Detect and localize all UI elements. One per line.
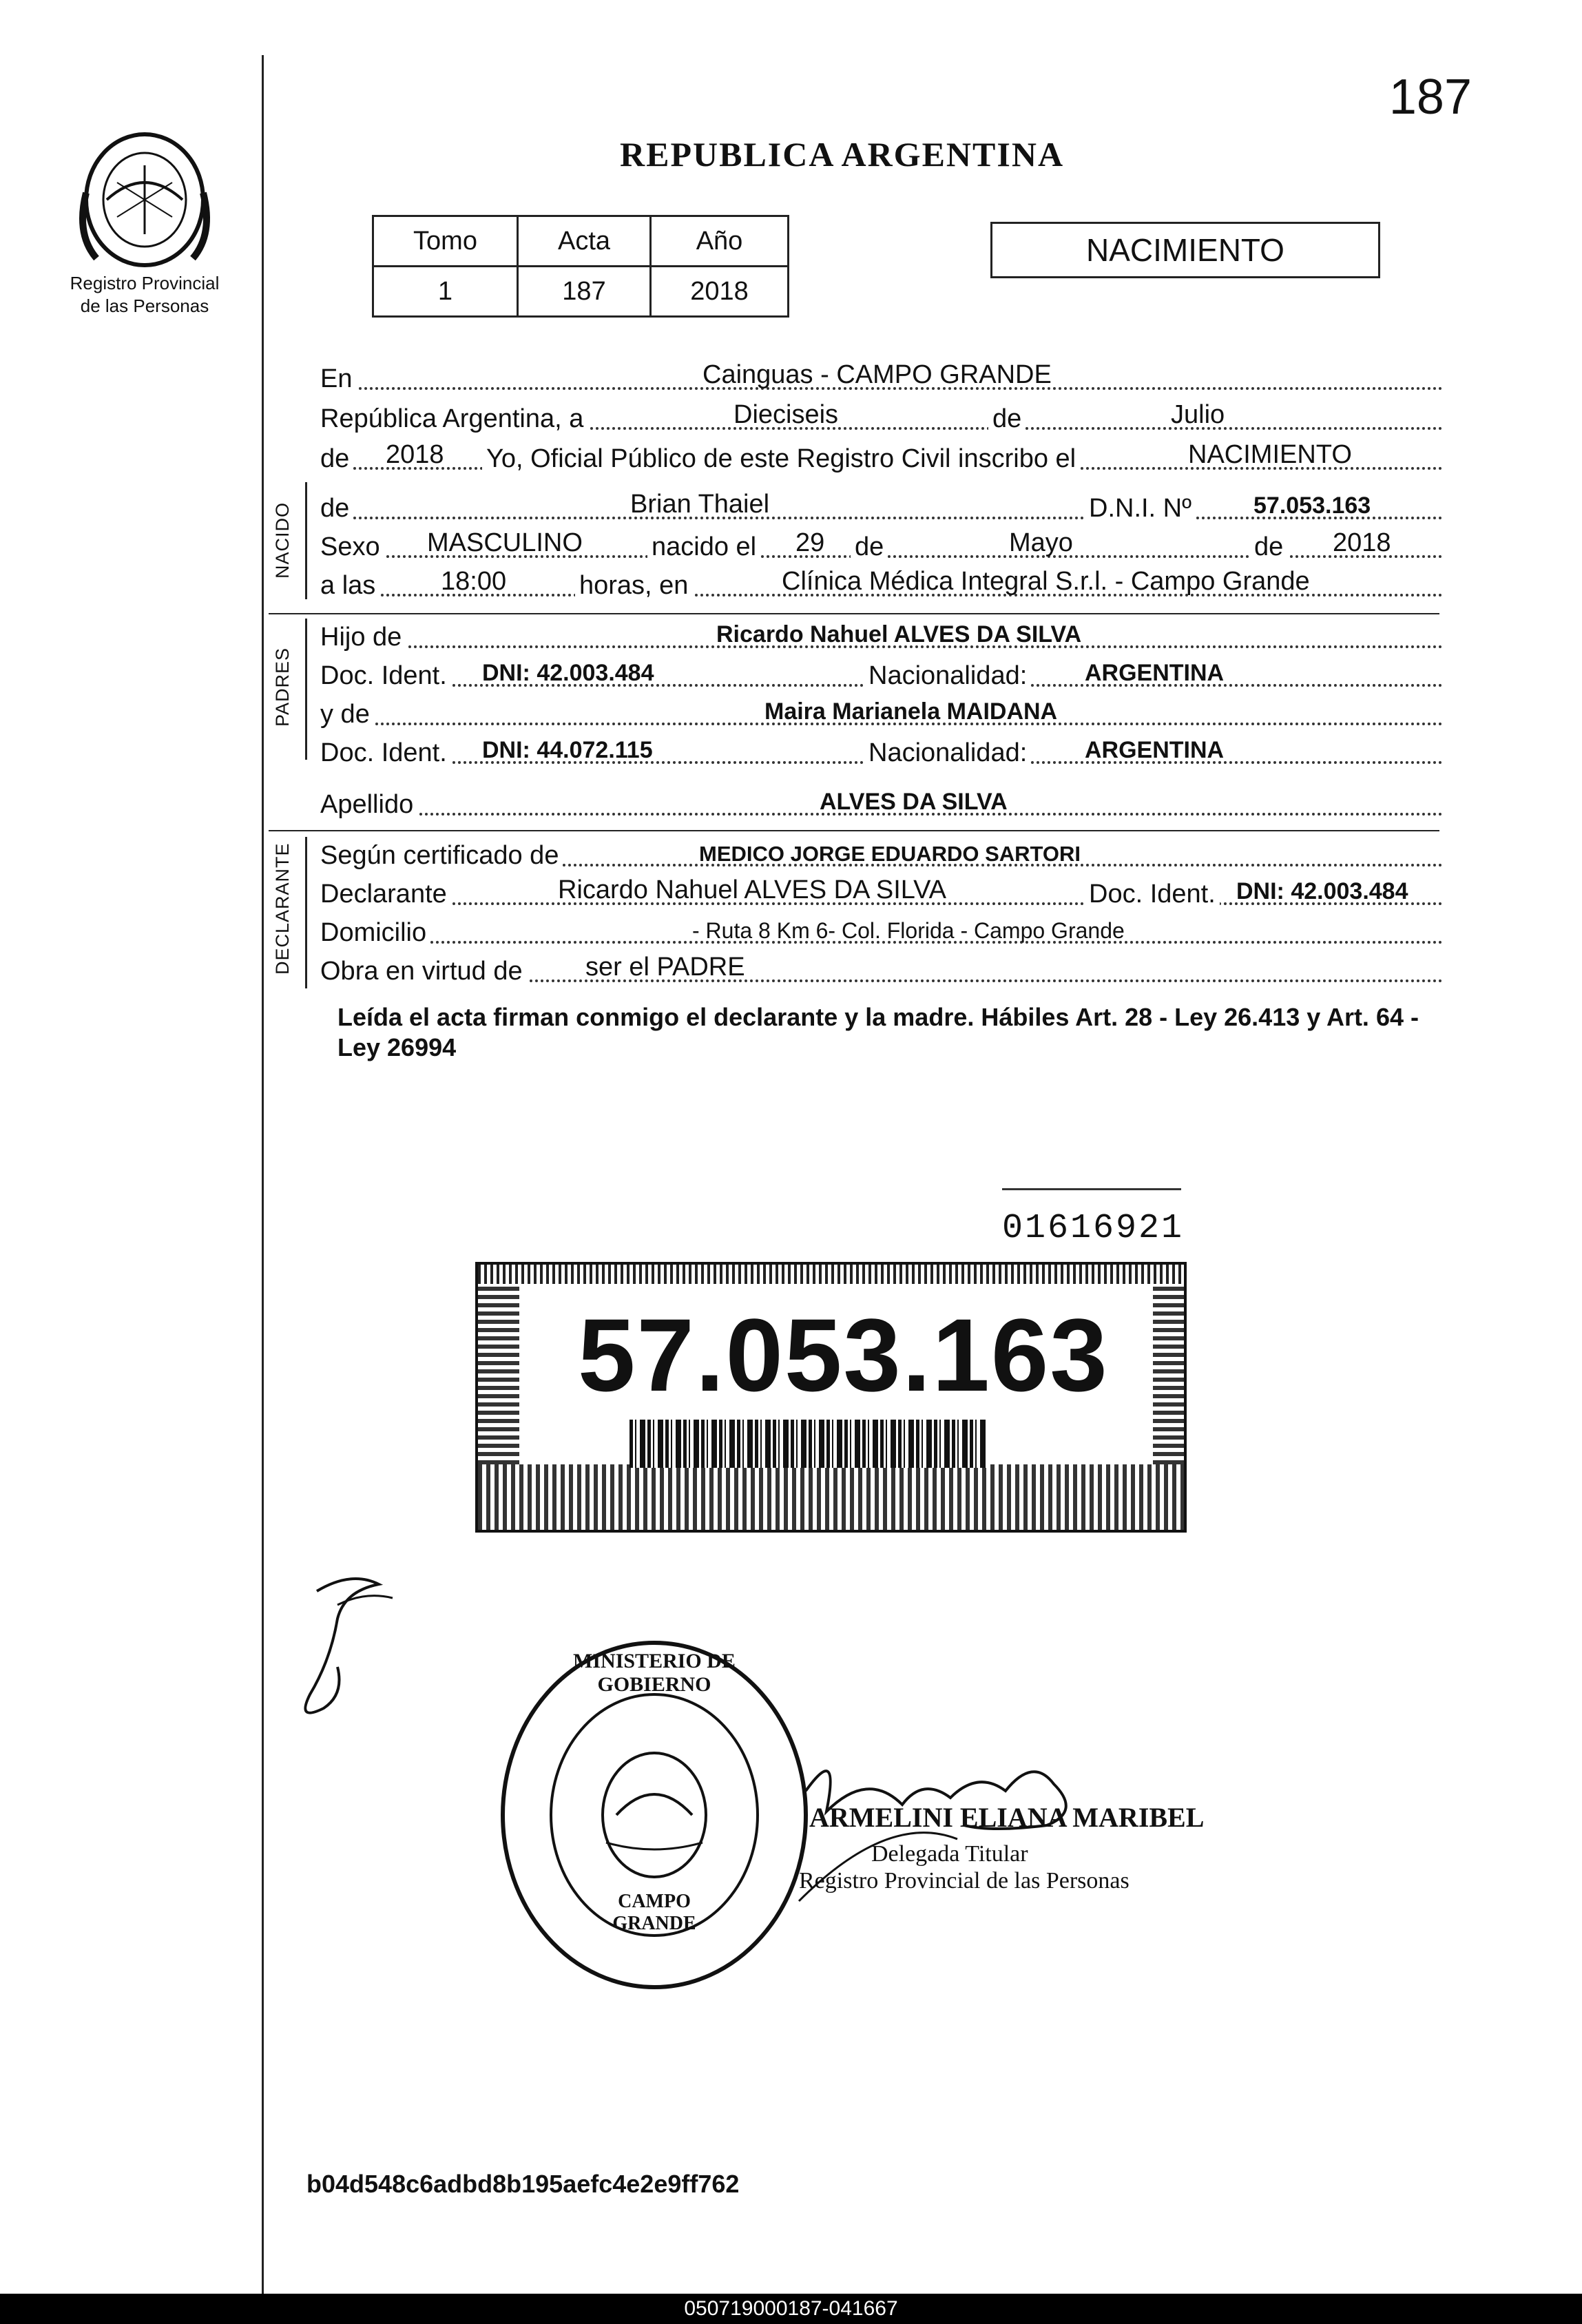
- en-value: Cainguas - CAMPO GRANDE: [702, 360, 1052, 389]
- obra-label: Obra en virtud de: [320, 957, 527, 986]
- row-en: [320, 358, 1443, 397]
- domicilio-label: Domicilio: [320, 918, 430, 948]
- padres-bracket: [305, 619, 307, 760]
- signatory-role: Delegada Titular: [871, 1841, 1028, 1867]
- apellido-value: ALVES DA SILVA: [820, 789, 1008, 815]
- sticker-inner: [530, 1292, 1143, 1454]
- record-table: [372, 215, 789, 318]
- legal-text: Leída el acta firman conmigo el declarante y la madre. Hábiles Art. 28 - Ley 26.413 y Art. 64 - Ley 26994: [337, 1003, 1419, 1061]
- a-las-label: a las: [320, 571, 379, 601]
- separator-nacido: [269, 613, 1439, 614]
- row-certificado: [320, 835, 1443, 873]
- header-tomo: Tomo: [373, 216, 518, 267]
- margin-rule: [262, 55, 264, 2294]
- row-name: [320, 488, 1443, 526]
- en-label: En: [320, 364, 356, 394]
- provincial-seal: [65, 117, 224, 276]
- initials-signature: [289, 1564, 413, 1729]
- sexo-value: MASCULINO: [427, 528, 583, 557]
- nacido-side-label: NACIDO: [272, 501, 293, 579]
- child-dni: 57.053.163: [1253, 492, 1371, 519]
- value-anio: 2018: [651, 267, 789, 317]
- de-name-label: de: [320, 494, 353, 523]
- row-declarante: [320, 873, 1443, 912]
- obra-value: ser el PADRE: [585, 953, 745, 982]
- barcode: [629, 1420, 988, 1468]
- year-value: 2018: [386, 440, 444, 469]
- registry-caption-line2: de las Personas: [80, 295, 209, 316]
- sticker-right-border: [1153, 1284, 1184, 1464]
- father-nat-label: Nacionalidad:: [864, 661, 1031, 691]
- nacido-bracket: [305, 482, 307, 599]
- father-doc: DNI: 42.003.484: [482, 660, 654, 686]
- domicilio-value: - Ruta 8 Km 6- Col. Florida - Campo Grande: [692, 918, 1125, 943]
- row-sexo: [320, 526, 1443, 565]
- signatory-name: ARMELINI ELIANA MARIBEL: [809, 1802, 1205, 1833]
- padres-side-label: PADRES: [272, 647, 293, 727]
- sticker-bottom-border: [478, 1464, 1184, 1530]
- page-number: 187: [1388, 70, 1472, 125]
- dni-label: D.N.I. Nº: [1085, 494, 1196, 523]
- father-doc-label: Doc. Ident.: [320, 661, 451, 691]
- row-hijo: [320, 616, 1443, 655]
- row-obra: [320, 951, 1443, 989]
- de-birthyear-label: de: [1250, 532, 1287, 562]
- birth-month: Mayo: [1009, 528, 1073, 557]
- document-title: REPUBLICA ARGENTINA: [620, 135, 1065, 174]
- record-type-box: NACIMIENTO: [990, 222, 1380, 278]
- header-anio: Año: [651, 216, 789, 267]
- separator-apellido: [269, 830, 1439, 831]
- decl-doc: DNI: 42.003.484: [1236, 878, 1408, 904]
- declarante-side-label: DECLARANTE: [272, 842, 293, 975]
- child-name: Brian Thaiel: [630, 490, 770, 519]
- father-name: Ricardo Nahuel ALVES DA SILVA: [716, 621, 1082, 647]
- header-acta: Acta: [518, 216, 651, 267]
- horas-label: horas, en: [575, 571, 692, 601]
- decl-doc-label: Doc. Ident.: [1085, 880, 1220, 909]
- row-apellido: [320, 784, 1443, 822]
- declarante-label: Declarante: [320, 880, 451, 909]
- serial-rule: [1002, 1188, 1181, 1190]
- row-year: [320, 438, 1443, 477]
- sticker-top-border: [478, 1265, 1184, 1284]
- mother-nat-label: Nacionalidad:: [864, 738, 1031, 768]
- birth-day: 29: [795, 528, 825, 557]
- seal-bottom-text: CAMPO GRANDE: [612, 1891, 696, 1934]
- mother-doc: DNI: 44.072.115: [482, 737, 653, 763]
- sticker-dni-number: 57.053.163: [578, 1297, 1109, 1413]
- place-value: Clínica Médica Integral S.r.l. - Campo Grande: [782, 567, 1310, 596]
- cert-value: MEDICO JORGE EDUARDO SARTORI: [699, 842, 1081, 866]
- registry-caption-line1: Registro Provincial: [70, 273, 220, 293]
- day-value: Dieciseis: [733, 400, 839, 429]
- row-mother-doc: [320, 732, 1443, 771]
- de-label: de: [988, 404, 1026, 434]
- de-month-label: de: [851, 532, 888, 562]
- registry-caption: [41, 272, 248, 318]
- sexo-label: Sexo: [320, 532, 384, 562]
- seal-inner-text: MINISTERIO DE GOBIERNO: [573, 1650, 736, 1696]
- row-hora: [320, 565, 1443, 603]
- row-republica: [320, 398, 1443, 437]
- mother-name: Maira Marianela MAIDANA: [764, 698, 1058, 725]
- father-nat: ARGENTINA: [1085, 660, 1225, 686]
- sticker-left-border: [478, 1284, 519, 1464]
- row-father-doc: [320, 655, 1443, 694]
- mother-doc-label: Doc. Ident.: [320, 738, 451, 768]
- month-value: Julio: [1171, 400, 1225, 429]
- republica-label: República Argentina, a: [320, 404, 587, 434]
- declarante-value: Ricardo Nahuel ALVES DA SILVA: [558, 875, 946, 904]
- inscribo-value: NACIMIENTO: [1188, 440, 1352, 469]
- yde-label: y de: [320, 700, 374, 729]
- nacido-label: nacido el: [647, 532, 760, 562]
- value-acta: 187: [518, 267, 651, 317]
- row-ydemother: [320, 694, 1443, 732]
- value-tomo: 1: [373, 267, 518, 317]
- mother-nat: ARGENTINA: [1085, 737, 1225, 763]
- hour-value: 18:00: [441, 567, 507, 596]
- inscribo-label: Yo, Oficial Público de este Registro Civil inscribo el: [482, 444, 1080, 474]
- dni-sticker: [475, 1262, 1187, 1533]
- document-hash: b04d548c6adbd8b195aefc4e2e9ff762: [306, 2170, 740, 2198]
- footer-code: 050719000187-041667: [0, 2294, 1582, 2324]
- serial-number: 01616921: [1002, 1209, 1185, 1248]
- declarante-bracket: [305, 837, 307, 988]
- row-domicilio: [320, 912, 1443, 951]
- birth-year: 2018: [1333, 528, 1391, 557]
- cert-label: Según certificado de: [320, 841, 563, 871]
- hijo-label: Hijo de: [320, 623, 406, 652]
- de-year-label: de: [320, 444, 353, 474]
- signatory-org: Registro Provincial de las Personas: [799, 1868, 1130, 1894]
- apellido-label: Apellido: [320, 790, 417, 820]
